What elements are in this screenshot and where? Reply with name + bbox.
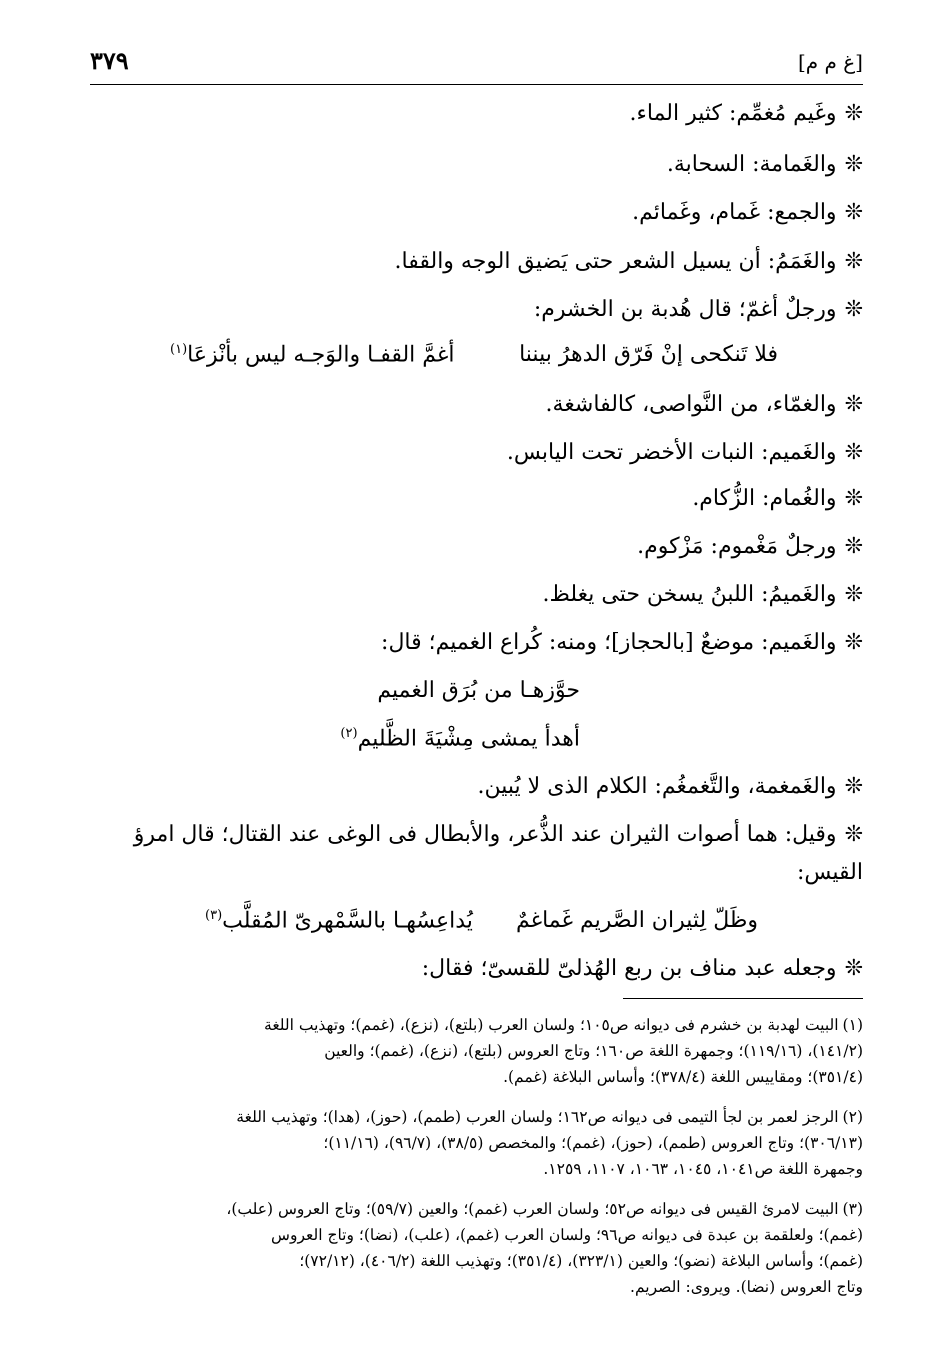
- asterisk-icon: ❊: [844, 392, 863, 417]
- footnote: [90, 1012, 863, 1090]
- entry-text: والجمع: غَمام، وغَمائم.: [632, 200, 837, 225]
- entry-text: وغَيم مُغمِّم: كثير الماء.: [629, 101, 837, 126]
- entry: [90, 582, 863, 608]
- asterisk-icon: ❊: [844, 582, 863, 607]
- entry: [90, 486, 863, 512]
- footnote-line: (١٤١/٢)، (١١٩/١٦)؛ وجمهرة اللغة ص١٦٠؛ وتاج العروس (بلتع)، (نزع)، (غمم)؛ والعين: [324, 1042, 863, 1060]
- asterisk-icon: ❊: [844, 101, 863, 126]
- entry: [90, 101, 863, 127]
- footnote: [90, 1104, 863, 1182]
- asterisk-icon: ❊: [844, 297, 863, 322]
- root-heading: [غ م م]: [797, 50, 863, 74]
- entry-text: ورجلٌ مَغْموم: مَزْكوم.: [637, 534, 837, 559]
- entry: [90, 392, 863, 418]
- asterisk-icon: ❊: [844, 152, 863, 177]
- footnote-ref: (١): [170, 342, 188, 357]
- asterisk-icon: ❊: [844, 486, 863, 511]
- entry-text: وقيل: هما أصوات الثيران عند الذُّعر، والأبطال فى الوغى عند القتال؛ قال امرؤ: [133, 822, 837, 847]
- footnote-ref: (٣): [205, 908, 223, 923]
- entry: [90, 956, 863, 982]
- footnote-ref: (٢): [340, 726, 358, 741]
- footnote-line: البيت لهدبة بن خشرم فى ديوانه ص١٠٥؛ ولسان العرب (بلتع)، (نزع)، (غمم)؛ وتهذيب اللغة: [264, 1016, 839, 1034]
- asterisk-icon: ❊: [844, 440, 863, 465]
- page-number: ٣٧٩: [90, 46, 129, 75]
- entry-continuation: القيس:: [796, 860, 863, 885]
- asterisk-icon: ❊: [844, 822, 863, 847]
- asterisk-icon: ❊: [844, 956, 863, 981]
- entry-text: والغَمامة: السحابة.: [666, 152, 837, 177]
- asterisk-icon: ❊: [844, 534, 863, 559]
- entry: [90, 297, 863, 323]
- footnote-line: البيت لامرئ القيس فى ديوانه ص٥٢؛ ولسان العرب (غمم)؛ والعين (٥٩/٧)؛ وتاج العروس (علب)،: [226, 1200, 839, 1218]
- verse-first-half: فلا تَنكحى إنْ فَرّق الدهرُ بيننا: [519, 342, 778, 367]
- entry-text: والغَمغمة، والتَّغمغُم: الكلام الذى لا يُبين.: [477, 774, 837, 799]
- footnote-line: (غمم)؛ ولعلقمة بن عبدة فى ديوانه ص٩٦؛ ولسان العرب (غمم)، (علب)، (نضا)؛ وتاج العروس: [271, 1226, 863, 1244]
- footnote-line: (غمم)؛ وأساس البلاغة (نضو)؛ والعين (٣٢٣/١)، (٣٥١/٤)؛ وتهذيب اللغة (٤٠٦/٢)، (٧٢/١٢)؛: [299, 1252, 863, 1270]
- asterisk-icon: ❊: [844, 630, 863, 655]
- footnote-line: الرجز لعمر بن لجأ التيمى فى ديوانه ص١٦٢؛ ولسان العرب (طمم)، (حوز)، (هدا)؛ وتهذيب اللغة: [236, 1108, 839, 1126]
- entry: [90, 152, 863, 178]
- footnote-line: وجمهرة اللغة ص١٠٤١، ١٠٤٥، ١٠٦٣، ١١٠٧، ١٢٥٩.: [543, 1160, 863, 1178]
- footnote-line: وتاج العروس (نضا). ويروى: الصريم.: [630, 1278, 863, 1296]
- entry-text: والغَميم: النبات الأخضر تحت اليابس.: [506, 440, 837, 465]
- entry-text: والغَميم: موضعٌ [بالحجاز]؛ ومنه: كُراع الغميم؛ قال:: [381, 630, 837, 655]
- entry-text: والغمّاء، من النَّواصى، كالفاشغة.: [545, 392, 837, 417]
- page-header: [90, 44, 863, 85]
- entry: [90, 534, 863, 560]
- entry: [90, 774, 863, 800]
- verse-second-half: يُداعِسُهـا بالسَّمْهرىّ المُقلَّب$^{(٣)}$: [205, 908, 473, 934]
- entry-text: والغُمام: الزُّكام.: [692, 486, 837, 511]
- entry-text: ورجلٌ أغمّ؛ قال هُدبة بن الخشرم:: [533, 297, 837, 322]
- entry: [90, 630, 863, 656]
- asterisk-icon: ❊: [844, 200, 863, 225]
- footnote-number: (١): [842, 1016, 863, 1034]
- verse-line: أهدأ يمشى مِشْيَةَ الظَّليم$^{(٢)}$: [340, 726, 580, 752]
- verse-first-half: وظَلّ لِثيران الصَّريم غَماغمٌ: [515, 908, 758, 933]
- entry-text: والغَمَمُ: أن يسيل الشعر حتى يَضيق الوجه والقفا.: [394, 249, 837, 274]
- entry: [90, 249, 863, 275]
- verse-second-half: أغمَّ القفـا والوَجـه ليس بأنْزعَا$^{(١)}$: [170, 342, 455, 368]
- verse-line: حوَّزهـا من بُرَق الغميم: [377, 678, 580, 703]
- footnote: [90, 1196, 863, 1300]
- footnote-line: (٣٠٦/١٣)؛ وتاج العروس (طمم)، (حوز)، (غمم)؛ والمخصص (٣٨/٥)، (٩٦/٧)، (١١/١٦)؛: [323, 1134, 863, 1152]
- asterisk-icon: ❊: [844, 249, 863, 274]
- footnote-number: (٣): [842, 1200, 863, 1218]
- entry-text: والغَميمُ: اللبنُ يسخن حتى يغلظ.: [542, 582, 837, 607]
- asterisk-icon: ❊: [844, 774, 863, 799]
- entry: [90, 822, 863, 848]
- footnote-number: (٢): [842, 1108, 863, 1126]
- footnote-separator: [623, 998, 863, 999]
- footnote-line: (٣٥١/٤)؛ ومقاييس اللغة (٣٧٨/٤)؛ وأساس البلاغة (غمم).: [503, 1068, 863, 1086]
- entry: [90, 200, 863, 226]
- entry-text: وجعله عبد مناف بن ربع الهُذلىّ للقسىّ؛ فقال:: [421, 956, 837, 981]
- entry: [90, 440, 863, 466]
